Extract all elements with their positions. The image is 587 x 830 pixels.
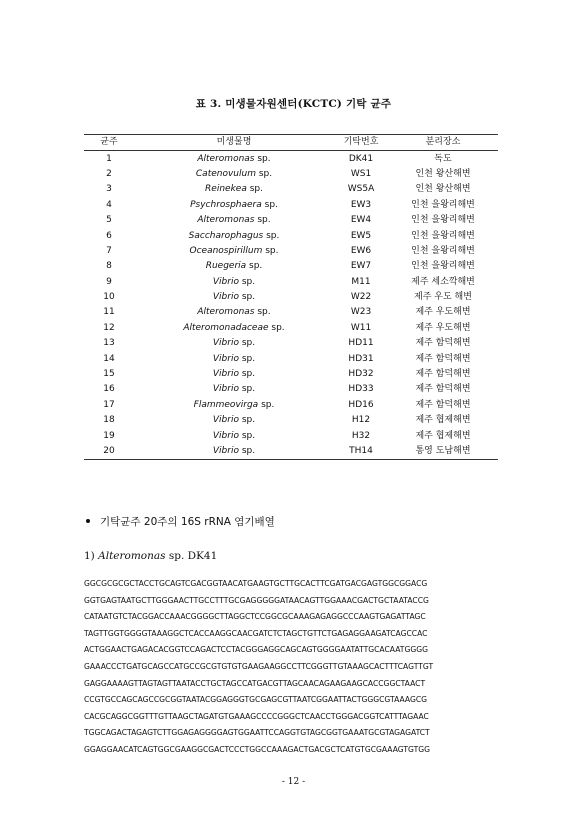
accession-number: EW4 — [350, 215, 372, 226]
organism-name — [134, 444, 334, 460]
table-row — [84, 213, 498, 228]
sequence-line: CCGTGCCAGCAGCCGCGGTAATACGGAGGGTGCGAGCGTTAATCGGAATTACTGGGCGTAAAGCG — [84, 695, 428, 705]
accession-number: M11 — [351, 276, 371, 287]
strain-number: 15 — [103, 369, 115, 380]
table-row — [84, 305, 498, 320]
species-suffix: sp. — [238, 446, 256, 456]
organism-name — [134, 167, 334, 182]
isolation-location: 제주 우도해변 — [415, 307, 471, 318]
species-suffix: sp. — [238, 276, 256, 287]
sequence-line: ACTGGAACTGAGACACGGTCCAGACTCCTACGGGAGGCAGCAGTGGGGAATATTGCACAATGGGG — [84, 645, 428, 655]
strain-number: 8 — [106, 261, 112, 272]
isolation-location: 인천 왕산해변 — [415, 168, 471, 179]
isolation-location: 제주 우도해변 — [415, 322, 471, 333]
table-row — [84, 182, 498, 197]
species-suffix: sp. — [254, 153, 271, 164]
page-number: - 12 - — [281, 777, 306, 787]
table-row — [84, 198, 498, 213]
organism-name — [134, 428, 334, 443]
accession-number: HD32 — [348, 369, 374, 380]
table-row — [84, 244, 498, 259]
bullet-dot-icon — [86, 519, 90, 523]
genus-name: Oceanospirillum — [189, 245, 263, 256]
accession-number: HD16 — [348, 399, 374, 410]
species-suffix: sp. — [254, 307, 271, 318]
accession-number: WS1 — [350, 168, 372, 179]
table-row — [84, 428, 498, 443]
header-strain: 균주 — [100, 137, 118, 148]
sequence-line: CATAATGTCTACGGACCAAACGGGGCTTAGGCTCCGGCGCAAAGAGAGGCCCAAGTGAGATTAGC — [84, 612, 426, 622]
strain-number: 19 — [103, 430, 115, 441]
accession-number: W22 — [350, 292, 372, 303]
genus-name: Ruegeria — [205, 261, 247, 272]
genus-name: Vibrio — [212, 292, 239, 303]
strain-number: 3 — [106, 184, 112, 195]
genus-name: Saccharophagus — [188, 230, 264, 241]
strain-number: 5 — [106, 215, 112, 226]
organism-name — [134, 275, 334, 290]
species-suffix: sp. — [254, 215, 271, 226]
accession-number: DK41 — [348, 153, 374, 164]
genus-name: Vibrio — [212, 338, 239, 349]
organism-name — [134, 213, 334, 228]
section-title — [84, 550, 217, 562]
accession-number: W11 — [350, 322, 372, 333]
accession-number: TH14 — [349, 446, 373, 456]
strain-number: 12 — [103, 322, 115, 333]
sequence-line: CACGCAGGCGGTTTGTTAAGCTAGATGTGAAAGCCCCGGGCTCAACCTGGGACGGTCATTTAGAAC — [84, 711, 429, 721]
accession-number: WS5A — [347, 184, 375, 195]
sequence-line: TAGTTGGTGGGGTAAAGGCTCACCAAGGCAACGATCTCTAGCTGTTCTGAGAGGAAGATCAGCCAC — [84, 628, 428, 638]
table-row — [84, 321, 498, 336]
genus-name: Reinekea — [205, 184, 247, 195]
strain-number: 18 — [103, 415, 115, 426]
accession-number: EW6 — [350, 245, 372, 256]
organism-name — [134, 182, 334, 197]
table-row — [84, 351, 498, 366]
isolation-location: 인천 왕산해변 — [415, 184, 471, 195]
strain-number: 2 — [106, 168, 112, 179]
section-strain: sp. DK41 — [165, 550, 218, 562]
genus-name: Vibrio — [212, 446, 239, 456]
genus-name: Alteromonas — [197, 307, 255, 318]
table-row — [84, 151, 498, 167]
species-suffix: sp. — [238, 369, 256, 380]
strain-number: 4 — [106, 199, 112, 210]
isolation-location: 인천 을왕리해변 — [411, 215, 475, 226]
organism-name — [134, 336, 334, 351]
isolation-location: 제주 함덕해변 — [415, 353, 471, 364]
species-suffix: sp. — [246, 184, 263, 195]
organism-name — [134, 259, 334, 274]
strain-number: 11 — [103, 307, 115, 318]
isolation-location: 제주 함덕해변 — [415, 384, 471, 395]
strain-table — [84, 134, 498, 460]
table-row — [84, 275, 498, 290]
genus-name: Vibrio — [212, 430, 239, 441]
species-suffix: sp. — [262, 245, 279, 256]
sequence-line: TGGCAGACTAGAGTCTTGGAGAGGGGAGTGGAATTCCAGGTGTAGCGGTGAAATGCGTAGAGATCT — [84, 728, 430, 738]
genus-name: Vibrio — [212, 369, 239, 380]
species-suffix: sp. — [268, 322, 285, 333]
organism-name — [134, 305, 334, 320]
section-genus: Alteromonas — [98, 550, 166, 562]
species-suffix: sp. — [246, 261, 263, 272]
organism-name — [134, 382, 334, 397]
strain-number: 20 — [103, 446, 115, 456]
table-body — [84, 151, 498, 460]
genus-name: Vibrio — [212, 276, 239, 287]
table-row — [84, 259, 498, 274]
isolation-location: 제주 함덕해변 — [415, 369, 471, 380]
accession-number: HD31 — [348, 353, 374, 364]
strain-number: 14 — [103, 353, 115, 364]
strain-number: 10 — [103, 292, 115, 303]
isolation-location: 제주 함덕해변 — [415, 338, 471, 349]
species-suffix: sp. — [238, 338, 256, 349]
table-caption: 표 3. 미생물자원센터(KCTC) 기탁 균주 — [195, 98, 392, 110]
header-accession: 기탁번호 — [343, 137, 379, 148]
table-row — [84, 444, 498, 460]
sequence-line: GAAACCCTGATGCAGCCATGCCGCGTGTGTGAAGAAGGCCTTCGGGTTGTAAAGCACTTTCAGTTGT — [84, 661, 434, 671]
table-row — [84, 398, 498, 413]
bullet-item — [86, 514, 275, 529]
genus-name: Vibrio — [212, 415, 239, 426]
accession-number: EW7 — [350, 261, 372, 272]
genus-name: Catenovulum — [195, 168, 256, 179]
isolation-location: 인천 을왕리해변 — [411, 199, 475, 210]
sequence-line: GGTGAGTAATGCTTGGGAACTTGCCTTTGCGAGGGGGATAACAGTTGGAAACGACTGCTAATACCG — [84, 595, 429, 605]
isolation-location: 제주 세소깍해변 — [411, 276, 475, 287]
dna-sequence — [84, 576, 514, 759]
organism-name — [134, 228, 334, 243]
strain-number: 1 — [106, 153, 112, 164]
organism-name — [134, 321, 334, 336]
species-suffix: sp. — [238, 415, 256, 426]
genus-name: Alteromonas — [197, 215, 255, 226]
isolation-location: 독도 — [434, 153, 452, 164]
strain-number: 7 — [106, 245, 112, 256]
species-suffix: sp. — [238, 384, 256, 395]
isolation-location: 제주 우도 해변 — [414, 292, 472, 303]
table-header-row — [84, 135, 498, 151]
genus-name: Psychrosphaera — [190, 199, 262, 210]
isolation-location: 인천 을왕리해변 — [411, 230, 475, 241]
species-suffix: sp. — [238, 353, 256, 364]
strain-number: 17 — [103, 399, 115, 410]
sequence-line: GGCGCGCGCTACCTGCAGTCGACGGTAACATGAAGTGCTTGCACTTCGATGACGAGTGGCGGACG — [84, 579, 428, 588]
organism-name — [134, 290, 334, 305]
accession-number: HD11 — [348, 338, 374, 349]
genus-name: Flammeovirga — [193, 399, 259, 410]
header-organism: 미생물명 — [216, 137, 252, 148]
species-suffix: sp. — [261, 199, 278, 210]
strain-number: 9 — [106, 276, 112, 287]
species-suffix: sp. — [255, 168, 273, 179]
organism-name — [134, 398, 334, 413]
organism-name — [134, 367, 334, 382]
table-row — [84, 336, 498, 351]
species-suffix: sp. — [238, 292, 256, 303]
organism-name — [134, 198, 334, 213]
accession-number: H12 — [351, 415, 371, 426]
species-suffix: sp. — [258, 399, 275, 410]
genus-name: Alteromonadaceae — [183, 322, 269, 333]
sequence-line: GAGGAAAAGTTAGTAGTTAATACCTGCTAGCCATGACGTTAGCAACAGAAGAAGCACCGGCTAACT — [84, 678, 426, 688]
strain-number: 16 — [103, 384, 115, 395]
accession-number: HD33 — [348, 384, 374, 395]
bullet-text: 기탁균주 20주의 16S rRNA 염기배열 — [100, 516, 275, 528]
genus-name: Vibrio — [212, 384, 239, 395]
genus-name: Vibrio — [212, 353, 239, 364]
isolation-location: 제주 협제해변 — [415, 415, 471, 426]
isolation-location: 제주 함덕해변 — [415, 399, 471, 410]
organism-name — [134, 413, 334, 428]
table-row — [84, 228, 498, 243]
isolation-location: 인천 을왕리해변 — [411, 261, 475, 272]
table-row — [84, 167, 498, 182]
organism-name — [134, 244, 334, 259]
organism-name — [134, 351, 334, 366]
organism-name — [134, 151, 334, 167]
section-number: 1) — [84, 550, 99, 562]
isolation-location: 인천 을왕리해변 — [411, 245, 475, 256]
header-location: 분리장소 — [425, 137, 461, 148]
table-row — [84, 367, 498, 382]
accession-number: EW3 — [350, 199, 372, 210]
accession-number: W23 — [350, 307, 372, 318]
table-row — [84, 382, 498, 397]
table-row — [84, 290, 498, 305]
strain-number: 13 — [103, 338, 115, 349]
isolation-location: 제주 협제해변 — [415, 430, 471, 441]
strain-number: 6 — [106, 230, 112, 241]
species-suffix: sp. — [263, 230, 280, 241]
accession-number: EW5 — [350, 230, 372, 241]
species-suffix: sp. — [238, 430, 256, 441]
accession-number: H32 — [351, 430, 371, 441]
sequence-line: GGAGGAACATCAGTGGCGAAGGCGACTCCCTGGCCAAAGACTGACGCTCATGTGCGAAAGTGTGG — [84, 744, 431, 754]
genus-name: Alteromonas — [197, 153, 255, 164]
isolation-location: 통영 도남해변 — [415, 446, 471, 456]
table-row — [84, 413, 498, 428]
